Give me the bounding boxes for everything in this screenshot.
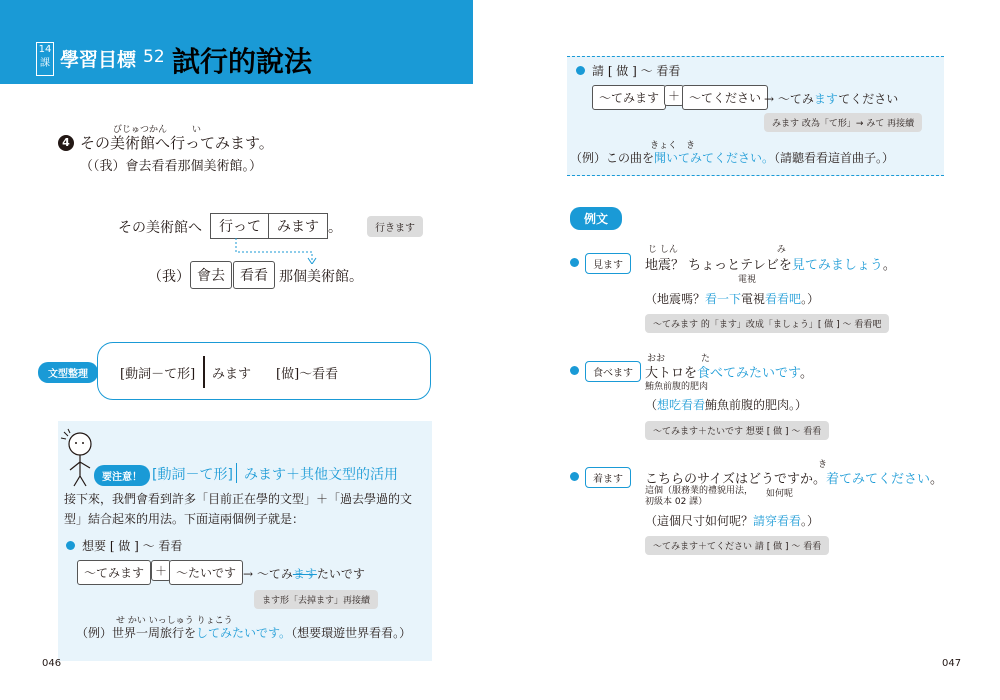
ex1-translation: （地震嗎？看一下電視看看吧。） bbox=[645, 292, 820, 306]
top-formula2: ～てください bbox=[682, 85, 768, 110]
ex1-bullet bbox=[570, 258, 579, 267]
page-number-right: 047 bbox=[942, 658, 962, 669]
note-tag: ます形「去掉ます」再接續 bbox=[254, 590, 378, 609]
ex2-pill: 食べます bbox=[585, 361, 641, 382]
example-sentence: その美術館へ行ってみます。 bbox=[80, 134, 274, 152]
diagram-tag: 行きます bbox=[367, 216, 423, 237]
diagram-prefix: その美術館へ bbox=[118, 220, 202, 236]
page-title: 試行的說法 bbox=[172, 45, 313, 78]
ex2-note: 鮪魚前腹的肥肉 bbox=[645, 382, 709, 392]
lesson-number: 14 課 bbox=[36, 42, 54, 76]
top-formula1: ～てみます bbox=[592, 85, 666, 110]
pattern-divider bbox=[203, 356, 205, 388]
diagram-cn-box2: 看看 bbox=[233, 261, 275, 289]
ex1-sentence: 地震？ ちょっとテレビを見てみましょう。 bbox=[645, 258, 896, 273]
top-result: → ～てみますてください bbox=[764, 92, 899, 106]
ex3-ruby: き bbox=[818, 460, 828, 470]
pattern-part1: [動詞－て形] bbox=[120, 367, 196, 382]
goal-label: 學習目標 bbox=[60, 49, 137, 71]
note-formula1: ～てみます bbox=[77, 560, 151, 585]
note-result: → ～てみますたいです bbox=[243, 567, 365, 581]
top-example-ruby: きょく き bbox=[650, 141, 696, 151]
note-badge: 要注意！ bbox=[94, 465, 150, 486]
ex1-note: 電視 bbox=[738, 275, 757, 285]
note-bullet bbox=[66, 541, 75, 550]
ex3-note2: 如何呢 bbox=[766, 489, 794, 499]
ex3-note1: 這個（服務業的禮貌用法，初級本 02 課） bbox=[645, 486, 754, 507]
ex3-tag: ～てみます＋てください 請 [ 做 ] ～ 看看 bbox=[645, 536, 829, 555]
diagram-period: 。 bbox=[328, 220, 342, 236]
ruby-i: い bbox=[192, 125, 202, 135]
example-translation: （（我）會去看看那個美術館。） bbox=[80, 159, 263, 174]
example-number-badge: 4 bbox=[58, 135, 74, 151]
pattern-part2: みます bbox=[212, 367, 252, 382]
goal-number: 52 bbox=[143, 47, 165, 67]
ex2-translation: （想吃看看鮪魚前腹的肥肉。） bbox=[645, 398, 808, 412]
top-bullet bbox=[576, 66, 585, 75]
note-example-ruby: せ かい いっしゅう りょこう bbox=[116, 616, 233, 626]
reibun-label: 例文 bbox=[570, 207, 622, 230]
ex1-ruby: じ しん み bbox=[648, 245, 786, 255]
ex2-sentence: 大トロを食べてみたいです。 bbox=[645, 366, 813, 381]
top-tag: みます 改為「て形」→ みて 再接續 bbox=[764, 113, 922, 132]
note-example: （例）世界一周旅行をしてみたいです。（想要環遊世界看看。） bbox=[76, 626, 412, 640]
note-plus: ＋ bbox=[151, 560, 171, 581]
page-number-left: 046 bbox=[42, 658, 62, 669]
note-title-divider bbox=[236, 463, 237, 483]
stick-figure-icon bbox=[60, 428, 96, 488]
diagram-cn-prefix: （我） bbox=[148, 269, 190, 285]
note-formula2: ～たいです bbox=[169, 560, 243, 585]
ex3-sentence: こちらのサイズはどうですか。着てみてください。 bbox=[645, 472, 943, 487]
diagram-cn-suffix: 那個美術館。 bbox=[279, 269, 363, 285]
diagram-cn-box1: 會去 bbox=[190, 261, 232, 289]
ex3-pill: 着ます bbox=[585, 467, 631, 488]
ex1-tag: ～てみます 的「ます」改成「ましょう」[ 做 ] ～ 看看吧 bbox=[645, 314, 889, 333]
top-item: 請 [ 做 ] ～ 看看 bbox=[592, 64, 681, 78]
ex2-ruby: おお た bbox=[647, 354, 711, 364]
top-example: （例）この曲を聞いてみてください。（請聽看看這首曲子。） bbox=[570, 151, 895, 165]
pattern-part3: [做]～看看 bbox=[276, 367, 339, 382]
note-title-b: みます＋其他文型的活用 bbox=[244, 467, 398, 483]
ex2-bullet bbox=[570, 366, 579, 375]
diagram-box-mimasu: みます bbox=[268, 213, 328, 239]
diagram-box-itte: 行って bbox=[210, 213, 270, 239]
note-title-a: [動詞－て形] bbox=[152, 467, 233, 483]
note-item1: 想要 [ 做 ] ～ 看看 bbox=[82, 539, 183, 553]
note-body: 接下來，我們會看到許多「目前正在學的文型」＋「過去學過的文型」結合起來的用法。下面這兩個例子就是： bbox=[64, 492, 413, 526]
ex1-pill: 見ます bbox=[585, 253, 631, 274]
ex2-tag: ～てみます＋たいです 想要 [ 做 ] ～ 看看 bbox=[645, 421, 829, 440]
ruby-bijutsukan: びじゅつかん bbox=[113, 125, 168, 135]
top-plus: ＋ bbox=[664, 85, 684, 106]
ex3-translation: （這個尺寸如何呢？請穿看看。） bbox=[645, 514, 820, 528]
pattern-label: 文型整理 bbox=[38, 362, 98, 383]
ex3-bullet bbox=[570, 472, 579, 481]
